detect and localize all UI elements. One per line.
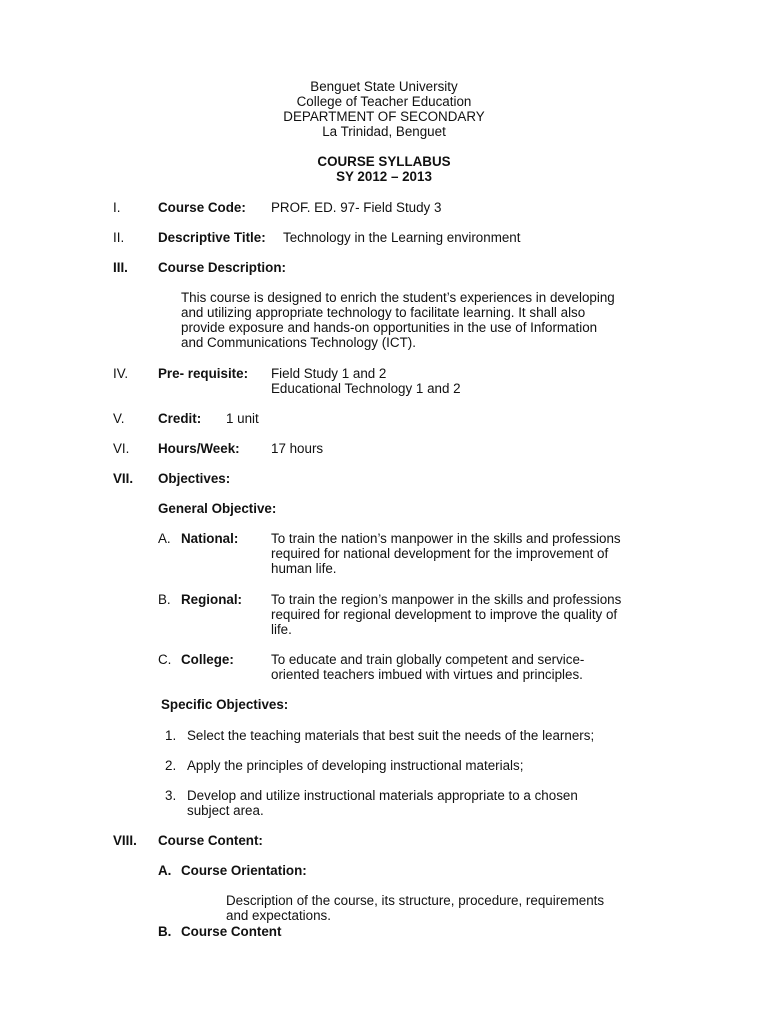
- course-description-line: and Communications Technology (ICT).: [181, 335, 416, 350]
- section-number: I.: [113, 200, 121, 215]
- national-label: National:: [181, 531, 239, 546]
- specific-objective-text: Develop and utilize instructional materials appropriate to a chosen: [187, 788, 578, 803]
- content-letter: A.: [158, 863, 172, 878]
- credit-label: Credit:: [158, 411, 202, 426]
- prerequisite-label: Pre- requisite:: [158, 366, 249, 381]
- course-content-subheading: Course Content: [181, 924, 282, 939]
- specific-objective-number: 2.: [165, 758, 177, 773]
- section-number: IV.: [113, 366, 129, 381]
- hours-label: Hours/Week:: [158, 441, 240, 456]
- specific-objectives-label: Specific Objectives:: [161, 697, 289, 712]
- objective-letter: C.: [158, 652, 172, 667]
- specific-objective-number: 3.: [165, 788, 177, 803]
- national-text-line: human life.: [271, 561, 337, 576]
- hours-value: 17 hours: [271, 441, 324, 456]
- college-text-line: oriented teachers imbued with virtues and principles.: [271, 667, 583, 682]
- section-number: VII.: [113, 471, 134, 486]
- prerequisite-value: Educational Technology 1 and 2: [271, 381, 461, 396]
- regional-text-line: To train the region’s manpower in the skills and professions: [271, 592, 622, 607]
- department-name: DEPARTMENT OF SECONDARY: [283, 109, 485, 124]
- specific-objective-number: 1.: [165, 728, 177, 743]
- objective-letter: B.: [158, 592, 171, 607]
- content-letter: B.: [158, 924, 172, 939]
- course-description-line: and utilizing appropriate technology to facilitate learning. It shall also: [181, 305, 586, 320]
- course-description-line: provide exposure and hands-on opportunities in the use of Information: [181, 320, 598, 335]
- college-label: College:: [181, 652, 234, 667]
- objectives-label: Objectives:: [158, 471, 231, 486]
- descriptive-title-value: Technology in the Learning environment: [283, 230, 521, 245]
- credit-value: 1 unit: [226, 411, 259, 426]
- section-number: III.: [113, 260, 128, 275]
- school-year: SY 2012 – 2013: [336, 169, 432, 184]
- regional-label: Regional:: [181, 592, 243, 607]
- national-text-line: required for national development for the improvement of: [271, 546, 609, 561]
- location: La Trinidad, Benguet: [322, 124, 446, 139]
- objective-letter: A.: [158, 531, 171, 546]
- regional-text-line: life.: [271, 622, 292, 637]
- college-name: College of Teacher Education: [296, 94, 472, 109]
- course-orientation-line: Description of the course, its structure, procedure, requirements: [226, 893, 605, 908]
- course-orientation-line: and expectations.: [226, 908, 331, 923]
- course-orientation-label: Course Orientation:: [181, 863, 307, 878]
- course-description-line: This course is designed to enrich the student’s experiences in developing: [181, 290, 615, 305]
- specific-objective-text: Apply the principles of developing instructional materials;: [187, 758, 524, 773]
- course-code-label: Course Code:: [158, 200, 246, 215]
- university-name: Benguet State University: [310, 79, 458, 94]
- section-number: II.: [113, 230, 125, 245]
- college-text-line: To educate and train globally competent and service-: [271, 652, 585, 667]
- specific-objective-text: Select the teaching materials that best suit the needs of the learners;: [187, 728, 595, 743]
- course-code-value: PROF. ED. 97- Field Study 3: [271, 200, 442, 215]
- course-description-label: Course Description:: [158, 260, 286, 275]
- prerequisite-value: Field Study 1 and 2: [271, 366, 387, 381]
- regional-text-line: required for regional development to improve the quality of: [271, 607, 618, 622]
- document-title: COURSE SYLLABUS: [317, 154, 451, 169]
- general-objective-label: General Objective:: [158, 501, 277, 516]
- descriptive-title-label: Descriptive Title:: [158, 230, 266, 245]
- section-number: VI.: [113, 441, 130, 456]
- course-content-label: Course Content:: [158, 833, 263, 848]
- section-number: VIII.: [113, 833, 137, 848]
- national-text-line: To train the nation’s manpower in the skills and professions: [271, 531, 621, 546]
- section-number: V.: [113, 411, 125, 426]
- specific-objective-text: subject area.: [187, 803, 264, 818]
